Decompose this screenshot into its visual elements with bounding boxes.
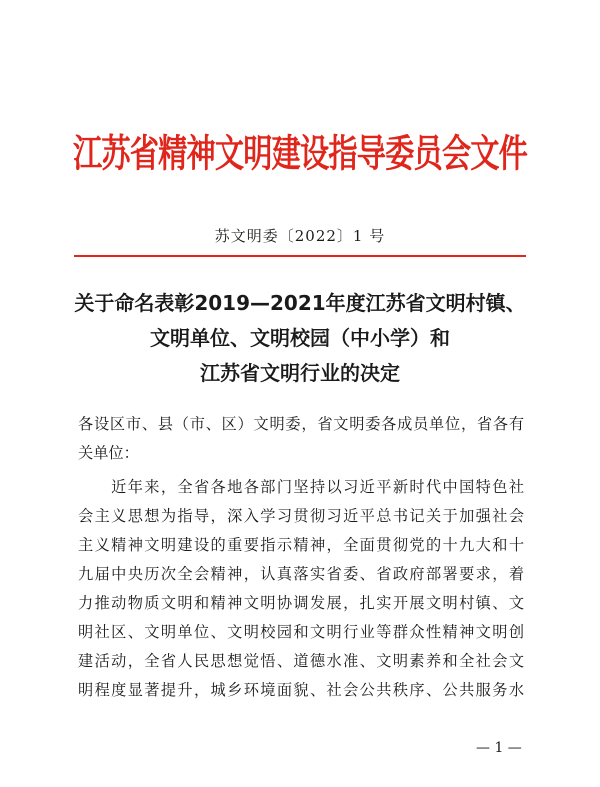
paragraph-line-7: 建活动，全省人民思想觉悟、道德水准、文明素养和全社会文: [78, 652, 524, 670]
title-line-3: 江苏省文明行业的决定: [200, 361, 400, 385]
page-number: — 1 —: [476, 740, 522, 756]
title-line-1: 关于命名表彰2019—2021年度江苏省文明村镇、: [74, 291, 526, 315]
paragraph-line-4: 九届中央历次全会精神，认真落实省委、省政府部署要求，着: [78, 565, 524, 583]
paragraph-line-5: 力推动物质文明和精神文明协调发展，扎实开展文明村镇、文: [78, 594, 524, 612]
salutation-line-1: 各设区市、县（市、区）文明委，省文明委各成员单位，省各有: [78, 415, 524, 433]
paragraph-line-3: 主义精神文明建设的重要指示精神，全面贯彻党的十九大和十: [78, 536, 524, 554]
document-number: 苏文明委〔2022〕1 号: [214, 227, 386, 245]
red-separator-line: [74, 255, 526, 257]
salutation-line-2: 关单位：: [78, 444, 139, 462]
issuing-organization-header: 江苏省精神文明建设指导委员会文件: [72, 131, 528, 177]
paragraph-line-6: 明社区、文明单位、文明校园和文明行业等群众性精神文明创: [78, 623, 524, 641]
paragraph-line-2: 会主义思想为指导，深入学习贯彻习近平总书记关于加强社会: [78, 507, 524, 525]
title-line-2: 文明单位、文明校园（中小学）和: [150, 326, 450, 350]
document-title: [0, 286, 600, 391]
paragraph-line-1: 近年来，全省各地各部门坚持以习近平新时代中国特色社: [78, 478, 524, 496]
document-body: [78, 410, 524, 705]
paragraph-line-8: 明程度显著提升，城乡环境面貌、社会公共秩序、公共服务水: [78, 681, 524, 699]
